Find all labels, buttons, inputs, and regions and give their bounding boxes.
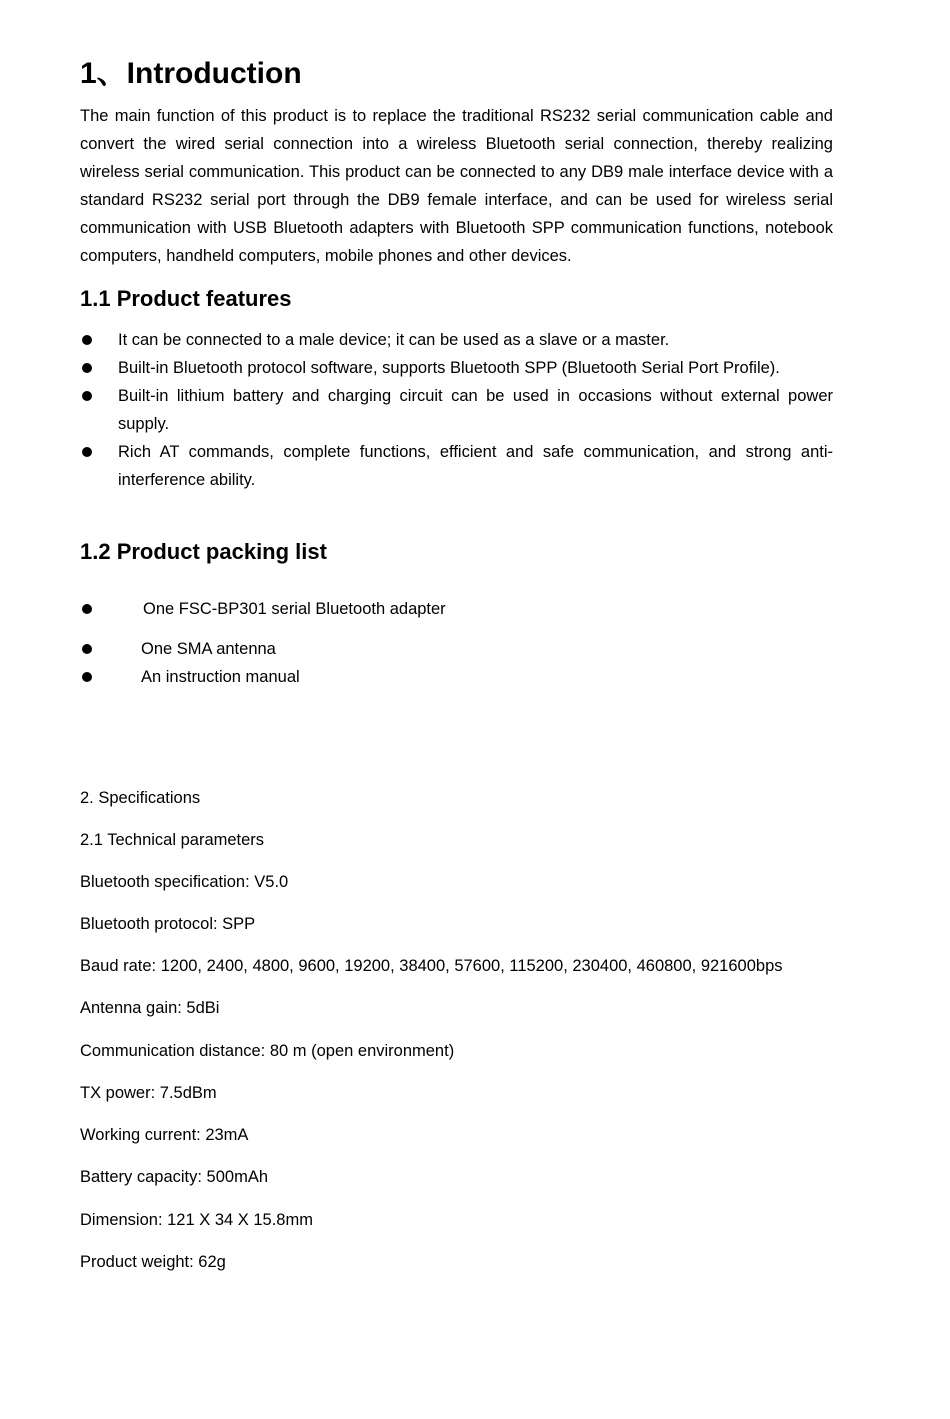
feature-item <box>80 438 833 494</box>
product-features-heading: 1.1 Product features <box>80 286 292 311</box>
introduction-paragraph: The main function of this product is to replace the traditional RS232 serial communication cable and convert the wired serial connection into a wireless Bluetooth serial connection, thereby realizing wireless serial communication. This product can be connected to any DB9 male interface device with a standard RS232 serial port through the DB9 female interface, and can be used for wireless serial communication with USB Bluetooth adapters with Bluetooth SPP communication functions, notebook computers, handheld computers, mobile phones and other devices. <box>80 107 833 265</box>
feature-item <box>80 326 833 354</box>
spec-line: Working current: 23mA <box>80 1126 249 1144</box>
bullet-icon <box>82 391 92 401</box>
spec-line: Communication distance: 80 m (open environment) <box>80 1042 455 1060</box>
packing-item <box>80 595 833 623</box>
introduction-heading: 1、Introduction <box>80 57 302 90</box>
spec-line: Bluetooth specification: V5.0 <box>80 873 289 891</box>
feature-item-text: It can be connected to a male device; it can be used as a slave or a master. <box>118 331 670 349</box>
feature-item-text: Built-in Bluetooth protocol software, supports Bluetooth SPP (Bluetooth Serial Port Profile). <box>118 359 780 377</box>
technical-parameters-heading: 2.1 Technical parameters <box>80 831 265 849</box>
spec-line: Product weight: 62g <box>80 1253 226 1271</box>
packing-item-text: An instruction manual <box>141 668 300 686</box>
feature-item-text: Rich AT commands, complete functions, efficient and safe communication, and strong anti-interference ability. <box>118 443 833 489</box>
spec-line: Antenna gain: 5dBi <box>80 999 220 1017</box>
spec-line: TX power: 7.5dBm <box>80 1084 217 1102</box>
spec-line: Dimension: 121 X 34 X 15.8mm <box>80 1211 313 1229</box>
packing-item <box>80 663 833 691</box>
bullet-icon <box>82 363 92 373</box>
feature-item <box>80 382 833 438</box>
packing-item-text: One FSC-BP301 serial Bluetooth adapter <box>143 600 446 618</box>
spec-line: Bluetooth protocol: SPP <box>80 915 256 933</box>
specifications-heading: 2. Specifications <box>80 789 201 807</box>
feature-item <box>80 354 833 382</box>
packing-item <box>80 635 833 663</box>
feature-item-text: Built-in lithium battery and charging circuit can be used in occasions without external power supply. <box>118 387 833 433</box>
packing-list-heading: 1.2 Product packing list <box>80 539 327 564</box>
bullet-icon <box>82 604 92 614</box>
spec-line: Baud rate: 1200, 2400, 4800, 9600, 19200, 38400, 57600, 115200, 230400, 460800, 921600bps <box>80 957 783 975</box>
bullet-icon <box>82 672 92 682</box>
bullet-icon <box>82 335 92 345</box>
spec-line: Battery capacity: 500mAh <box>80 1168 269 1186</box>
bullet-icon <box>82 644 92 654</box>
packing-item-text: One SMA antenna <box>141 640 276 658</box>
bullet-icon <box>82 447 92 457</box>
